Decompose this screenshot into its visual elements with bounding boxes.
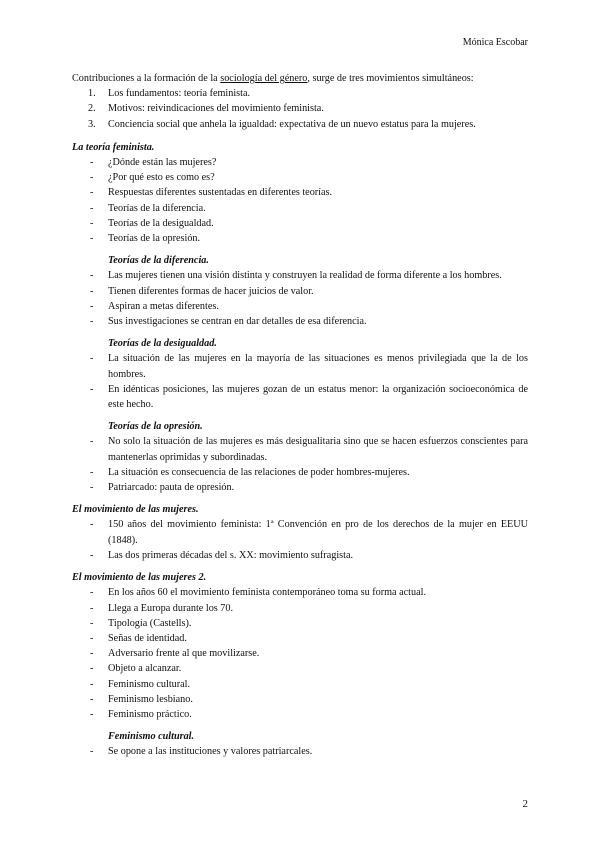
list-item (72, 480, 528, 495)
list-item-text: La situación de las mujeres en la mayoría de las situaciones es menos privilegiada que la de los hombres. (108, 353, 528, 380)
section-title-teoria: La teoría feminista. (72, 141, 155, 153)
dash-marker: - (90, 617, 94, 629)
list-item (72, 707, 528, 722)
list-item (72, 661, 528, 676)
list-item-text: Tipología (Castells). (108, 617, 192, 629)
dash-marker: - (90, 746, 94, 758)
dash-marker: - (90, 383, 94, 395)
dash-marker: - (90, 648, 94, 660)
item-number: 3. (88, 118, 96, 130)
list-item-text: ¿Dónde están las mujeres? (108, 157, 217, 169)
dash-marker: - (90, 353, 94, 365)
list-opresion (72, 434, 528, 495)
list-item-text: En idénticas posiciones, las mujeres gozan de un estatus menor: la organización socioeconómica de este hecho. (108, 383, 528, 411)
list-item (72, 517, 528, 547)
dash-marker: - (90, 316, 94, 328)
dash-marker: - (90, 678, 94, 690)
list-item-text: Respuestas diferentes sustentadas en diferentes teorías. (108, 187, 333, 199)
list-desigualdad (72, 351, 528, 412)
list-item-text: Feminismo práctico. (108, 708, 192, 720)
item-text: Conciencia social que anhela la igualdad: expectativa de un nuevo estatus para la mujeres. (108, 118, 476, 130)
dash-marker: - (90, 217, 94, 229)
list-item-text: La situación es consecuencia de las relaciones de poder hombres-mujeres. (108, 466, 410, 478)
subsection-title-opresion: Teorías de la opresión. (108, 421, 203, 433)
dash-marker: - (90, 466, 94, 478)
dash-marker: - (90, 172, 94, 184)
list-item-text: Teorías de la desigualdad. (108, 217, 214, 229)
intro-text-after: , surge de tres movimientos simultáneos: (307, 73, 474, 84)
list-item (72, 351, 528, 381)
sociologia-genero-link[interactable]: sociología del género (220, 73, 308, 84)
dash-marker: - (90, 436, 94, 448)
dash-marker: - (90, 693, 94, 705)
list-item (72, 616, 528, 631)
numbered-item (72, 101, 528, 116)
list-movimiento (72, 517, 528, 563)
dash-marker: - (90, 187, 94, 199)
list-item (72, 284, 528, 299)
numbered-list (72, 86, 528, 132)
list-item (72, 744, 528, 759)
list-item-text: Feminismo cultural. (108, 678, 191, 690)
list-item (72, 585, 528, 600)
item-number: 2. (88, 103, 96, 115)
document-body (72, 71, 528, 760)
dash-marker: - (90, 270, 94, 282)
list-movimiento-2 (72, 585, 528, 722)
list-item-text: Feminismo lesbiano. (108, 693, 193, 705)
list-item-text: Las dos primeras décadas del s. XX: movimiento sufragista. (108, 549, 354, 561)
list-item-text: ¿Por qué esto es como es? (108, 172, 215, 184)
item-number: 1. (88, 88, 96, 100)
list-item (72, 155, 528, 170)
dash-marker: - (90, 285, 94, 297)
list-diferencia (72, 268, 528, 329)
intro-paragraph (72, 71, 528, 86)
list-item (72, 314, 528, 329)
subsection-title-cultural: Feminismo cultural. (108, 731, 195, 743)
list-item (72, 201, 528, 216)
item-text: Motivos: reivindicaciones del movimiento feminista. (108, 103, 324, 115)
list-item (72, 548, 528, 563)
list-item-text: Adversario frente al que movilizarse. (108, 648, 260, 660)
list-item (72, 692, 528, 707)
list-item (72, 631, 528, 646)
section-title-movimiento-2: El movimiento de las mujeres 2. (72, 572, 207, 584)
list-item-text: Las mujeres tienen una visión distinta y construyen la realidad de forma diferente a los hombres. (108, 270, 502, 282)
dash-marker: - (90, 157, 94, 169)
dash-marker: - (90, 482, 94, 494)
list-cultural (72, 744, 528, 759)
list-item (72, 268, 528, 283)
dash-marker: - (90, 632, 94, 644)
list-item-text: Teorías de la opresión. (108, 233, 201, 245)
list-item-text: Señas de identidad. (108, 632, 187, 644)
list-item-text: 150 años del movimiento feminista: 1ª Convención en pro de los derechos de la mujer en EEUU (1848). (108, 519, 528, 546)
list-item-text: Teorías de la diferencia. (108, 202, 206, 214)
dash-marker: - (90, 549, 94, 561)
page-number: 2 (522, 798, 528, 810)
list-item (72, 677, 528, 692)
list-item-text: Se opone a las instituciones y valores patriarcales. (108, 746, 313, 758)
dash-marker: - (90, 233, 94, 245)
dash-marker: - (90, 519, 94, 531)
dash-marker: - (90, 587, 94, 599)
list-item (72, 231, 528, 246)
list-item-text: Patriarcado: pauta de opresión. (108, 482, 235, 494)
list-item (72, 646, 528, 661)
dash-marker: - (90, 602, 94, 614)
dash-marker: - (90, 202, 94, 214)
dash-marker: - (90, 300, 94, 312)
list-item-text: No solo la situación de las mujeres es más desigualitaria sino que se hacen esfuerzos conscientes para mantenerlas oprimidas y subordinadas. (108, 436, 528, 463)
page-header-author: Mónica Escobar (462, 37, 528, 48)
list-item-text: Sus investigaciones se centran en dar detalles de esa diferencia. (108, 316, 367, 328)
list-item (72, 216, 528, 231)
list-teoria (72, 155, 528, 246)
subsection-title-diferencia: Teorías de la diferencia. (108, 255, 209, 267)
list-item-text: Objeto a alcanzar. (108, 663, 182, 675)
dash-marker: - (90, 708, 94, 720)
intro-text-before: Contribuciones a la formación de la (72, 73, 221, 84)
list-item (72, 299, 528, 314)
list-item (72, 185, 528, 200)
list-item-text: En los años 60 el movimiento feminista contemporáneo toma su forma actual. (108, 587, 426, 599)
dash-marker: - (90, 663, 94, 675)
list-item (72, 434, 528, 464)
list-item-text: Aspiran a metas diferentes. (108, 300, 219, 312)
section-title-movimiento: El movimiento de las mujeres. (72, 504, 199, 516)
list-item (72, 465, 528, 480)
subsection-title-desigualdad: Teorías de la desigualdad. (108, 338, 217, 350)
numbered-item (72, 117, 528, 132)
item-text: Los fundamentos: teoría feminista. (108, 88, 251, 100)
list-item (72, 382, 528, 412)
list-item (72, 601, 528, 616)
numbered-item (72, 86, 528, 101)
list-item (72, 170, 528, 185)
list-item-text: Llega a Europa durante los 70. (108, 602, 234, 614)
list-item-text: Tienen diferentes formas de hacer juicios de valor. (108, 285, 314, 297)
